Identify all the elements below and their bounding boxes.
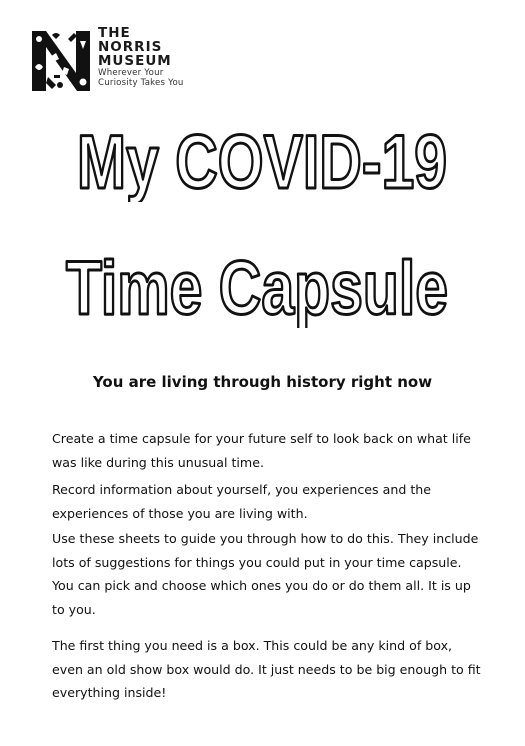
logo-line-museum: MUSEUM — [98, 53, 172, 69]
logo-line-the: THE — [98, 25, 131, 41]
museum-logo — [30, 27, 215, 95]
logo-tagline-1: Wherever Your — [98, 68, 164, 78]
paragraph-box: The first thing you need is a box. This could be any kind of box, even an old show box would do. It just needs to be big enough to fit everything inside! — [52, 638, 481, 700]
title-line-2-wrapper — [0, 238, 525, 328]
title-line-1: My COVID-19 — [77, 120, 447, 202]
museum-monogram-icon — [30, 27, 92, 93]
title-line-1-wrapper — [0, 112, 525, 202]
paragraph-record: Record information about yourself, you experiences and the experiences of those you are living with. — [52, 482, 431, 521]
paragraph-guide: Use these sheets to guide you through how to do this. They include lots of suggestions for things you could put in your time capsule. You can pick and choose which ones you do or do them all. It is up to you. — [52, 531, 479, 617]
title-line-2: Time Capsule — [66, 246, 448, 328]
logo-tagline-2: Curiosity Takes You — [98, 78, 184, 88]
paragraph-intro: Create a time capsule for your future self to look back on what life was like during this unusual time. — [52, 431, 471, 470]
logo-line-norris: NORRIS — [98, 39, 163, 55]
subtitle: You are living through history right now — [92, 373, 433, 391]
